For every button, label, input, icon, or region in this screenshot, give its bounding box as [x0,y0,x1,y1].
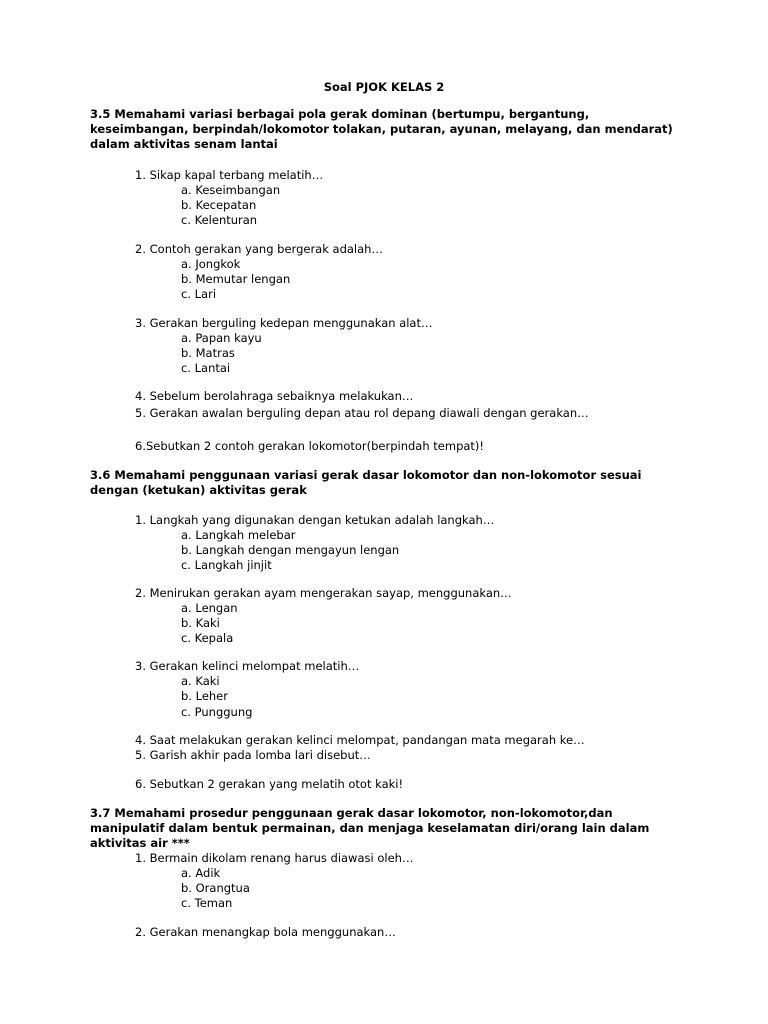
question: 2. Menirukan gerakan ayam mengerakan sayap, menggunakan… [135,586,512,600]
answer-option: c. Lari [181,287,217,301]
question: 2. Contoh gerakan yang bergerak adalah… [135,242,383,256]
section-heading: 3.6 Memahami penggunaan variasi gerak dasar lokomotor dan non-lokomotor sesuai dengan (ketukan) aktivitas gerak [90,468,642,497]
question: 5. Gerakan awalan berguling depan atau rol depang diawali dengan gerakan… [135,406,589,420]
question: 3. Gerakan kelinci melompat melatih… [135,659,360,673]
answer-option: a. Jongkok [181,257,241,271]
answer-option: b. Memutar lengan [181,272,291,286]
question: 6.Sebutkan 2 contoh gerakan lokomotor(berpindah tempat)! [135,439,485,453]
answer-option: b. Matras [181,346,235,360]
question: 2. Gerakan menangkap bola menggunakan… [135,925,396,939]
answer-option: c. Kelenturan [181,213,258,227]
document-title: Soal PJOK KELAS 2 [323,80,445,94]
answer-option: a. Lengan [181,601,238,615]
answer-option: c. Punggung [181,705,253,719]
question: 3. Gerakan berguling kedepan menggunakan alat… [135,316,433,330]
answer-option: b. Kaki [181,616,220,630]
question: 1. Bermain dikolam renang harus diawasi oleh… [135,851,414,865]
answer-option: a. Papan kayu [181,331,262,345]
answer-option: c. Kepala [181,631,234,645]
answer-option: a. Adik [181,866,221,880]
answer-option: b. Kecepatan [181,198,257,212]
question: 4. Sebelum berolahraga sebaiknya melakukan… [135,389,414,403]
section-heading: 3.5 Memahami variasi berbagai pola gerak dominan (bertumpu, bergantung, keseimbangan, berpindah/lokomotor tolakan, putaran, ayunan, melayang, dan mendarat) dalam aktivitas senam lantai [90,107,673,151]
question: 1. Langkah yang digunakan dengan ketukan adalah langkah… [135,513,495,527]
answer-option: a. Langkah melebar [181,528,296,542]
question: 5. Garish akhir pada lomba lari disebut… [135,748,371,762]
answer-option: c. Lantai [181,361,231,375]
answer-option: c. Langkah jinjit [181,558,272,572]
answer-option: c. Teman [181,896,233,910]
answer-option: b. Orangtua [181,881,250,895]
answer-option: a. Keseimbangan [181,183,281,197]
answer-option: b. Langkah dengan mengayun lengan [181,543,400,557]
question: 6. Sebutkan 2 gerakan yang melatih otot kaki! [135,777,404,791]
answer-option: b. Leher [181,689,228,703]
question: 4. Saat melakukan gerakan kelinci melompat, pandangan mata megarah ke… [135,733,585,747]
question: 1. Sikap kapal terbang melatih… [135,168,324,182]
answer-option: a. Kaki [181,674,220,688]
section-heading: 3.7 Memahami prosedur penggunaan gerak dasar lokomotor, non-lokomotor,dan manipulatif dalam bentuk permainan, dan menjaga keselamatan diri/orang lain dalam aktivitas air *** [90,806,650,850]
